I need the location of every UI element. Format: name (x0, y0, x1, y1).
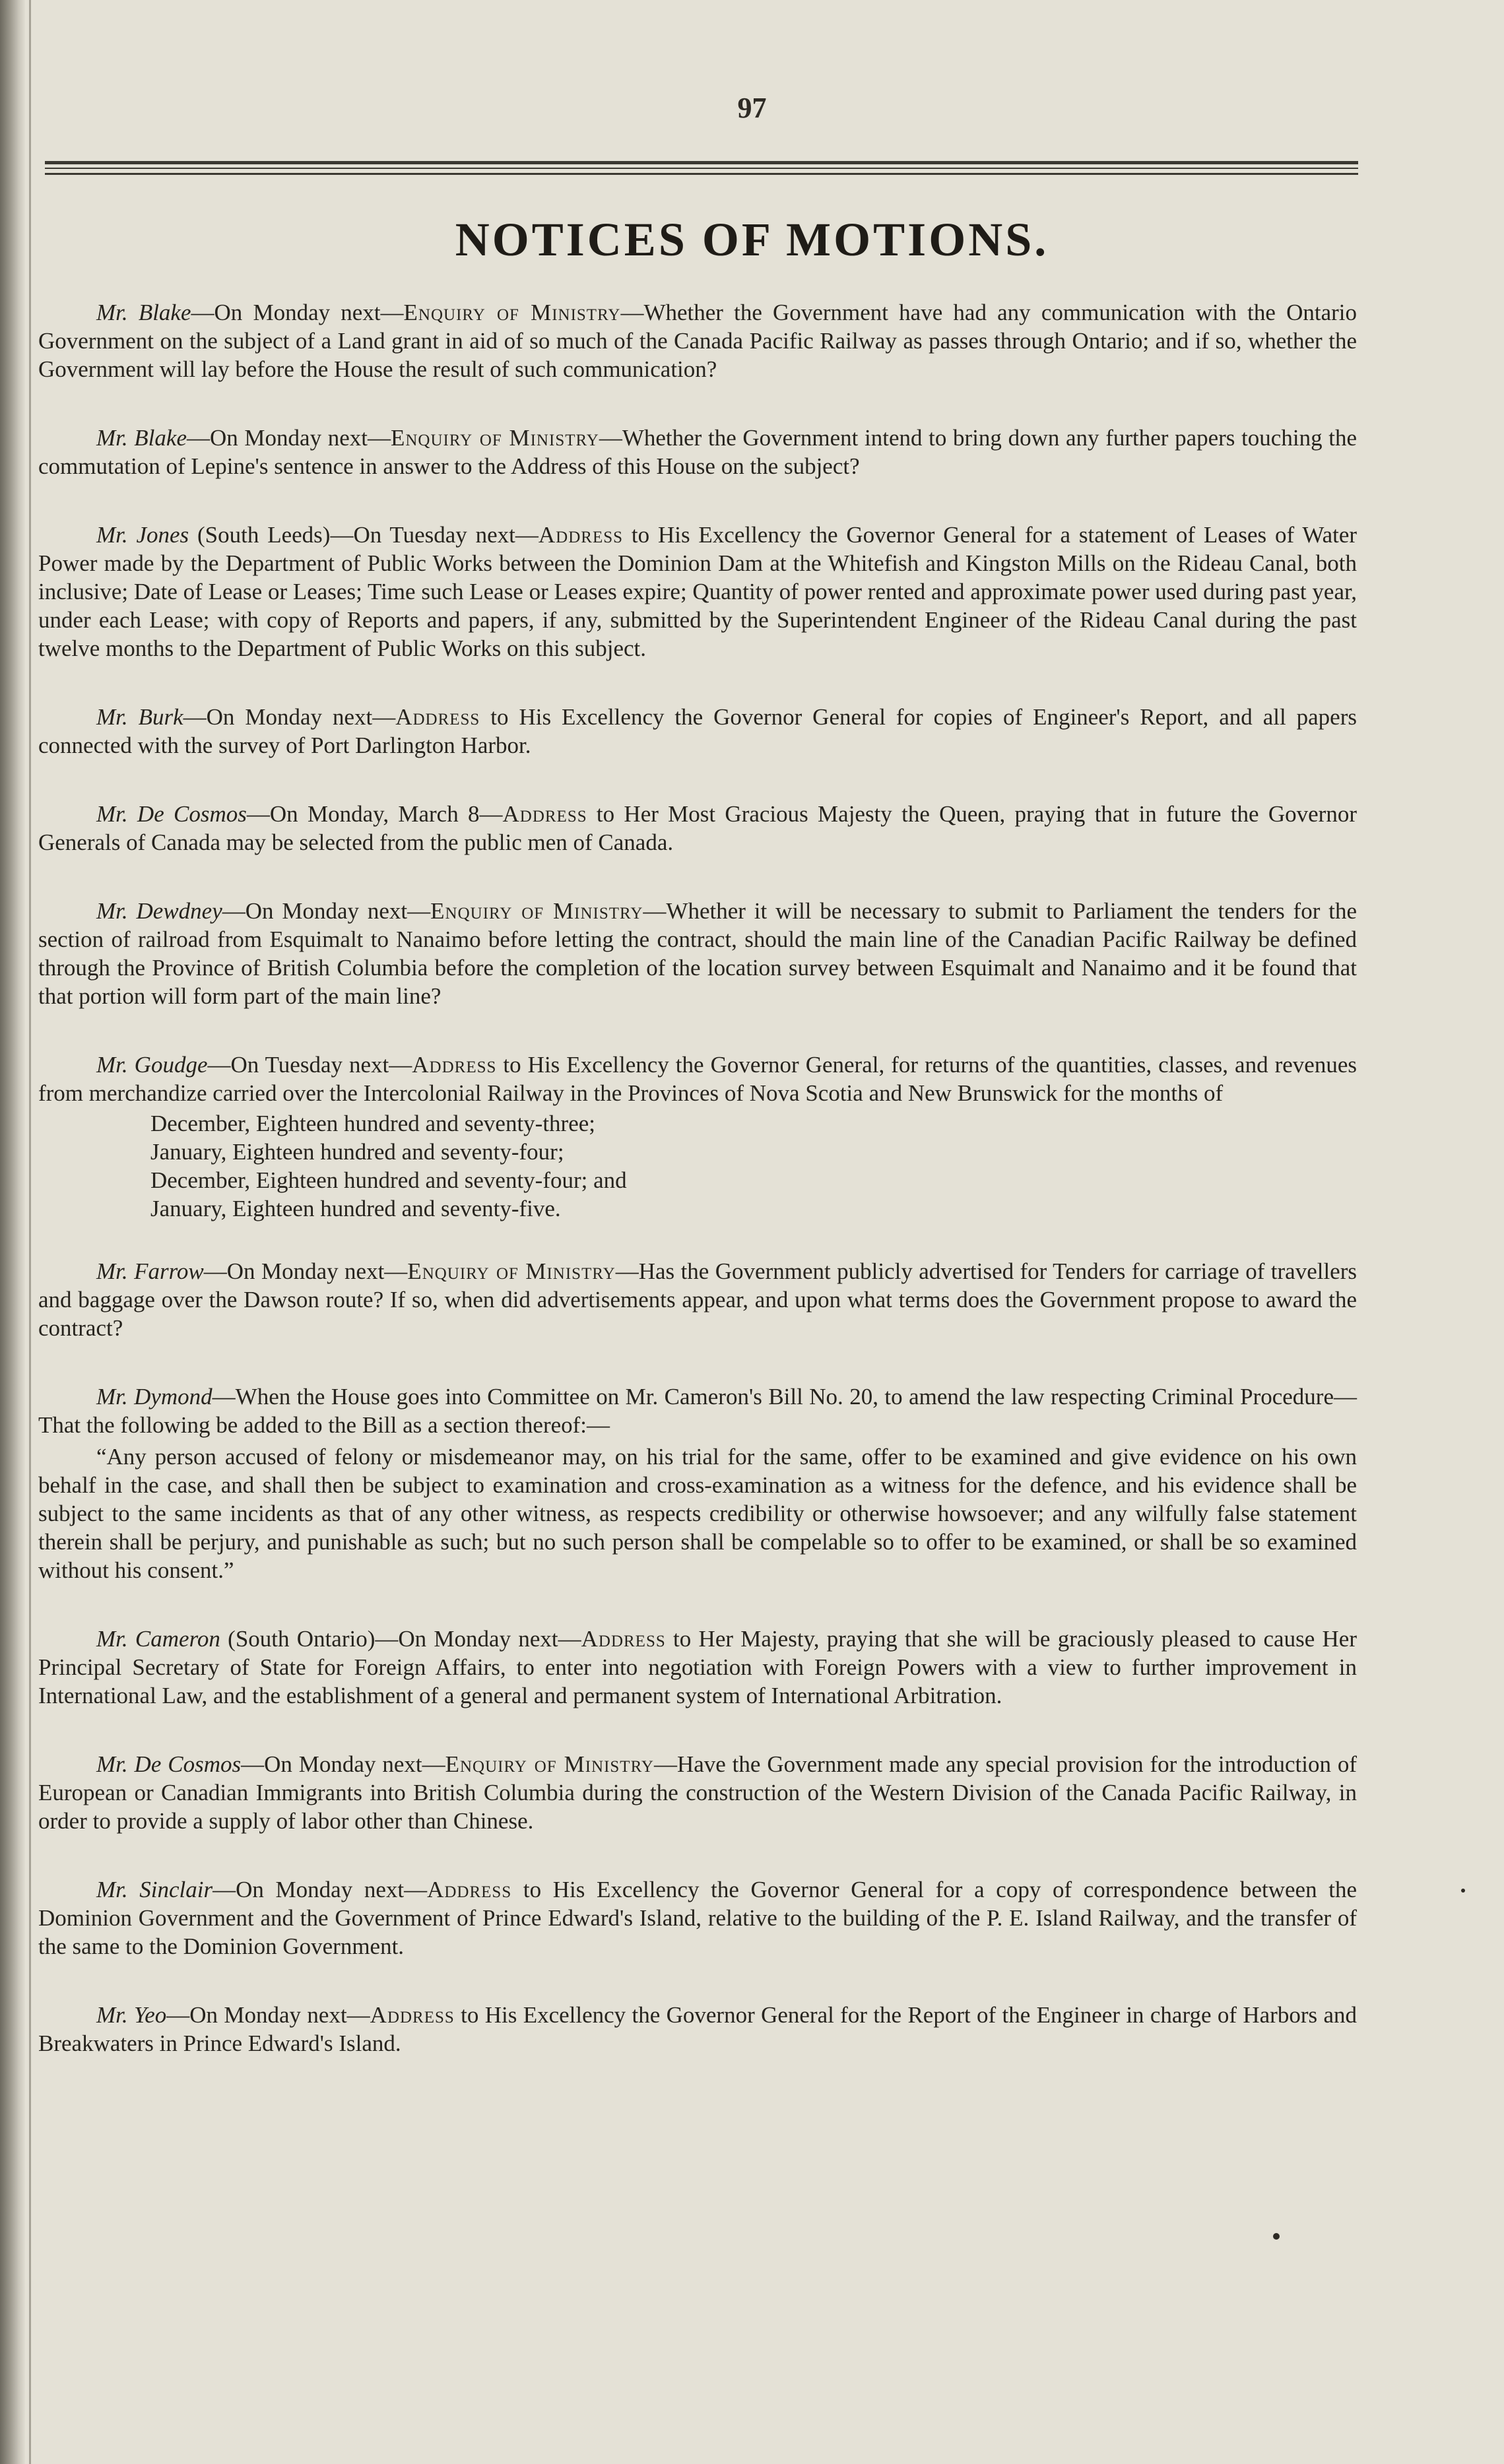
page-number: 97 (737, 92, 767, 124)
member-name: Mr. Sinclair (96, 1877, 213, 1902)
member-name: Mr. Yeo (96, 2002, 167, 2028)
notice-text: —When the House goes into Committee on Mr. Cameron's Bill No. 20, to amend the law respecting Criminal Procedure—That the following be added to the Bill as a section thereof:— (38, 1384, 1357, 1438)
notice-text: to His Excellency the Governor General for the Report of the Engineer in charge of Harbors and Breakwaters in Prince Edward's Island. (38, 2002, 1357, 2056)
notice-kind: Address (581, 1626, 666, 1652)
notice-paragraph (38, 1382, 1357, 1439)
member-name: Mr. Dymond (96, 1384, 213, 1410)
member-name: Mr. De Cosmos (96, 801, 247, 827)
notice-date: —On Monday next— (213, 1877, 428, 1902)
quoted-section: “Any person accused of felony or misdemeanor may, on his trial for the same, offer to be examined and give evidence on his own behalf in the case, and shall then be subject to examination and cross-examination as a witness for the defence, and his evidence shall be subject to the same incidents as that of any other witness, as respects credibility or otherwise howsoever; and any wilfully false statement therein shall be perjury, and punishable as such; but no such person shall be compelable so to offer to be examined, or shall be so examined without his consent.” (38, 1444, 1357, 1583)
notice-text: to Her Majesty, praying that she will be graciously pleased to cause Her Principal Secretary of State for Foreign Affairs, to enter into negotiation with Foreign Powers with a view to further improvement in International Law, and the establishment of a general and permanent system of International Arbitration. (38, 1626, 1357, 1708)
notice-paragraph (38, 2001, 1357, 2058)
month-entry: January, Eighteen hundred and seventy-five. (150, 1196, 561, 1221)
notice-kind: Enquiry of Ministry (445, 1751, 654, 1777)
notice-text: to His Excellency the Governor General for a statement of Leases of Water Power made by the Department of Public Works between the Dominion Dam at the Whitefish and Kingston Mills on the Rideau Canal, both inclusive; Date of Lease or Leases; Time such Lease or Leases expire; Quantity of power rented and approximate power used during past year, under each Lease; with copy of Reports and papers, if any, submitted by the Superintendent Engineer of the Rideau Canal during the past twelve months to the Department of Public Works on this subject. (38, 522, 1357, 661)
member-name: Mr. De Cosmos (96, 1751, 242, 1777)
header-rule (45, 173, 1358, 175)
member-name: Mr. Burk (96, 704, 183, 730)
notice-date: —On Monday next— (183, 704, 396, 730)
notice-paragraph (38, 1625, 1357, 1710)
page-title: NOTICES OF MOTIONS. (455, 213, 1049, 266)
notice-paragraph (38, 1257, 1357, 1342)
notice-date: —On Monday next— (222, 898, 431, 924)
notice-kind: Enquiry of Ministry (391, 425, 599, 451)
notice-text: —Whether the Government intend to bring down any further papers touching the commutation of Lepine's sentence in answer to the Address of this House on the subject? (38, 425, 1357, 479)
notice-date: —On Monday next— (191, 300, 404, 325)
month-entry: December, Eighteen hundred and seventy-three; (150, 1111, 596, 1136)
notice-kind: Address (502, 801, 587, 827)
notice-paragraph (38, 424, 1357, 480)
notice-date: —On Monday, March 8— (246, 801, 503, 827)
member-name: Mr. Jones (96, 522, 189, 548)
notice-paragraph (38, 521, 1357, 663)
member-name: Mr. Dewdney (96, 898, 222, 924)
header-rule (45, 168, 1358, 169)
notice-paragraph (38, 1875, 1357, 1961)
notice-kind: Enquiry of Ministry (407, 1258, 616, 1284)
notice-date: —On Monday next— (241, 1751, 445, 1777)
notice-text: —Whether the Government have had any communication with the Ontario Government on the subject of a Land grant in aid of so much of the Canada Pacific Railway as passes through Ontario; and if so, whether the Government will lay before the House the result of such communication? (38, 300, 1357, 382)
notice-kind: Enquiry of Ministry (403, 300, 621, 325)
notice-date: (South Leeds)—On Tuesday next— (189, 522, 539, 548)
notice-paragraph (38, 703, 1357, 760)
ink-speck (1273, 2233, 1280, 2240)
notice-kind: Address (538, 522, 624, 548)
binding-line (29, 0, 31, 2464)
member-name: Mr. Blake (96, 300, 191, 325)
month-entry: January, Eighteen hundred and seventy-four; (150, 1139, 564, 1165)
notice-kind: Address (427, 1877, 512, 1902)
notice-kind: Address (395, 704, 480, 730)
member-name: Mr. Blake (96, 425, 187, 451)
member-name: Mr. Farrow (96, 1258, 204, 1284)
notice-paragraph (38, 298, 1357, 383)
notice-date: —On Tuesday next— (207, 1052, 412, 1078)
notices-body (38, 298, 1357, 2098)
member-name: Mr. Cameron (96, 1626, 220, 1652)
notice-text: to Her Most Gracious Majesty the Queen, praying that in future the Governor Generals of Canada may be selected from the public men of Canada. (38, 801, 1357, 855)
notice-kind: Address (370, 2002, 455, 2028)
notice-paragraph (38, 800, 1357, 857)
months-list (150, 1109, 1357, 1223)
notice-text: to His Excellency the Governor General for a copy of correspondence between the Dominion Government and the Government of Prince Edward's Island, relative to the building of the P. E. Island Railway, and the transfer of the same to the Dominion Government. (38, 1877, 1357, 1959)
notice-date: —On Monday next— (186, 425, 391, 451)
notice-paragraph (38, 1750, 1357, 1835)
notice-text: to His Excellency the Governor General for copies of Engineer's Report, and all papers connected with the survey of Port Darlington Harbor. (38, 704, 1357, 758)
header-rule (45, 161, 1358, 164)
member-name: Mr. Goudge (96, 1052, 208, 1078)
notice-text: —Have the Government made any special provision for the introduction of European or Canadian Immigrants into British Columbia during the construction of the Western Division of the Canada Pacific Railway, in order to provide a supply of labor other than Chinese. (38, 1751, 1357, 1834)
notice-kind: Address (412, 1052, 497, 1078)
notice-kind: Enquiry of Ministry (430, 898, 643, 924)
notice-paragraph (38, 1051, 1357, 1107)
notice-text: —Has the Government publicly advertised for Tenders for carriage of travellers and baggage over the Dawson route? If so, when did advertisements appear, and upon what terms does the Government propose to award the contract? (38, 1258, 1357, 1341)
notice-date: —On Monday next— (166, 2002, 370, 2028)
notice-date: —On Monday next— (203, 1258, 408, 1284)
notice-text: —Whether it will be necessary to submit to Parliament the tenders for the section of railroad from Esquimalt to Nanaimo before letting the contract, should the main line of the Canadian Pacific Railway be defined through the Province of British Columbia before the completion of the location survey between Esquimalt and Nanaimo and it be found that that portion will form part of the main line? (38, 898, 1357, 1009)
ink-speck (1461, 1889, 1465, 1893)
binding-spine (0, 0, 25, 2464)
month-entry: December, Eighteen hundred and seventy-four; and (150, 1167, 627, 1193)
notice-date: (South Ontario)—On Monday next— (220, 1626, 581, 1652)
notice-paragraph (38, 897, 1357, 1010)
notice-text: to His Excellency the Governor General, for returns of the quantities, classes, and revenues from merchandize carried over the Intercolonial Railway in the Provinces of Nova Scotia and New Brunswick for the months of (38, 1052, 1357, 1106)
